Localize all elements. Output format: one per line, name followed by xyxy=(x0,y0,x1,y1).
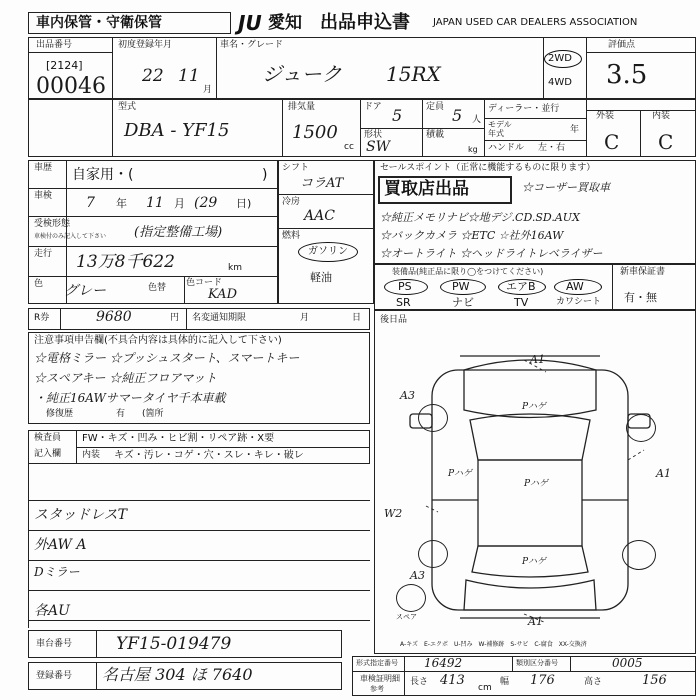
inspect-year: 7 xyxy=(86,195,95,211)
lot-label: 出品番号 xyxy=(36,40,73,50)
inspector-label1: 検査員 xyxy=(34,433,62,443)
model-label: 車名・グレード xyxy=(220,40,284,50)
mark-trunk-p: Pハゲ xyxy=(522,557,547,567)
mileage-label: 走行 xyxy=(34,249,53,259)
sales-line4: ☆オートライト ☆ヘッドライトレベライザー xyxy=(380,247,603,260)
model-name: ジューク xyxy=(262,62,342,86)
disp-unit: cc xyxy=(344,142,354,152)
inspector-comment2: 外AW A xyxy=(34,537,87,553)
recv-label: 受検形態 xyxy=(34,219,71,229)
int-label: 内装 xyxy=(652,111,671,121)
height-label: 高さ xyxy=(584,677,603,687)
right-damage-line xyxy=(628,450,644,460)
notes-line4b: 有 xyxy=(116,409,126,419)
reg-month: 11 xyxy=(178,66,200,86)
page-title: 出品申込書 xyxy=(320,12,410,33)
spare-tire xyxy=(396,584,426,612)
drive-2wd: 2WD xyxy=(548,53,572,64)
height-value: 156 xyxy=(642,673,667,688)
length-value: 413 xyxy=(440,673,465,688)
new-warranty-label: 新車保証書 xyxy=(620,267,666,277)
equip-navi: ナビ xyxy=(452,296,474,309)
seat-unit: 人 xyxy=(472,115,482,125)
chassis-label: 車台番号 xyxy=(36,639,73,649)
ju-logo: JU xyxy=(238,11,262,35)
disp-label: 排気量 xyxy=(288,102,316,112)
mark-rear-a3: A3 xyxy=(410,569,425,582)
spec-value1b: 0005 xyxy=(612,656,643,670)
diagram-legend: A-キズ E-エクボ U-凹み W-補修跡 S-サビ C-腐食 XX-交換済 xyxy=(400,641,587,648)
equip-seat: カワシート xyxy=(556,297,602,307)
association-name: JAPAN USED CAR DEALERS ASSOCIATION xyxy=(433,17,638,28)
equip-ps: PS xyxy=(398,280,412,293)
equip-tv: TV xyxy=(514,296,529,309)
mark-left-w2: W2 xyxy=(384,507,403,520)
shape-label: 形状 xyxy=(364,130,383,140)
car-windshield-outline xyxy=(470,414,590,460)
score-value: 3.5 xyxy=(606,60,648,90)
score-label: 評価点 xyxy=(608,40,636,50)
name-change-label: 名変通知期限 xyxy=(192,313,247,323)
mark-right-a1: A1 xyxy=(656,467,671,480)
grade: 15RX xyxy=(386,62,441,86)
inspector-comment4: 各AU xyxy=(34,603,70,619)
type-label: 型式 xyxy=(118,102,137,112)
storage-label: 車内保管・守衛保管 xyxy=(36,15,162,31)
chassis-value: YF15-019479 xyxy=(116,634,232,654)
int-value: C xyxy=(658,130,674,154)
history-paren: ) xyxy=(262,167,268,183)
handle-value: 左・右 xyxy=(538,143,566,153)
equip-pw: PW xyxy=(452,280,470,293)
inspector-comment1: スタッドレスT xyxy=(34,507,127,523)
mark-roof-p: Pハゲ xyxy=(524,479,549,489)
inspector-row2: キズ・汚レ・コゲ・穴・スレ・キレ・破レ xyxy=(114,450,304,461)
length-unit: cm xyxy=(478,683,492,693)
type-value: DBA - YF15 xyxy=(124,120,230,141)
notes-line4c: (箇所 xyxy=(142,409,164,419)
disp-value: 1500 xyxy=(292,122,338,143)
reg-plate-label: 登録番号 xyxy=(36,671,73,681)
inspector-label2: 記入欄 xyxy=(34,449,62,459)
color-code: KAD xyxy=(208,287,237,302)
reg-plate-value: 名古屋 304 ほ 7640 xyxy=(102,665,253,684)
ac-value: AAC xyxy=(304,208,335,224)
history-value: 自家用・( xyxy=(72,167,134,183)
dims-label: 車検証明細 xyxy=(360,674,400,683)
mark-rear-a1: A1 xyxy=(528,615,543,628)
inspector-row2-label: 内装 xyxy=(82,450,101,460)
inspector-row1: FW・キズ・凹み・ヒビ割・リペア跡・X要 xyxy=(82,433,275,444)
width-value: 176 xyxy=(530,673,555,688)
shape-value: SW xyxy=(366,139,390,155)
recv-value: (指定整備工場) xyxy=(134,225,223,240)
inspect-day: (29 xyxy=(194,195,218,211)
spec-label1b: 類別区分番号 xyxy=(516,659,558,667)
wheel-front-left xyxy=(418,404,448,432)
spec-label1: 形式指定番号 xyxy=(356,659,398,667)
mark-front-a1: A1 xyxy=(530,353,545,366)
fuel-label: 燃料 xyxy=(282,231,301,241)
shift-value: コラAT xyxy=(300,176,344,191)
inspect-month-unit: 月 xyxy=(174,197,185,210)
back-label: 後日品 xyxy=(380,315,408,325)
lot-small: [2124] xyxy=(46,59,83,72)
mileage-value: 13万8千622 xyxy=(76,252,175,272)
notes-line1: ☆電格ミラー ☆プッシュスタート、スマートキー xyxy=(34,351,300,365)
notes-line3: ・純正16AWサマータイヤ千本車載 xyxy=(34,391,226,405)
recycle-value: 9680 xyxy=(96,309,132,325)
dealer-label: ディーラー・並行 xyxy=(488,104,560,114)
ext-label: 外装 xyxy=(596,111,615,121)
wheel-rear-left xyxy=(418,540,448,568)
notes-line2: ☆スペアキー ☆純正フロアマット xyxy=(34,371,217,385)
inspect-label: 車検 xyxy=(34,191,53,201)
equipment-label: 装備品(純正品に限り◯をつけてください) xyxy=(392,267,544,276)
color-label: 色 xyxy=(34,279,44,289)
equip-sr: SR xyxy=(396,296,411,309)
model-year-unit: 年 xyxy=(570,125,580,135)
seat-value: 5 xyxy=(452,106,463,125)
handle-label: ハンドル xyxy=(488,143,525,153)
name-change-day: 日 xyxy=(352,313,362,323)
ac-label: 冷房 xyxy=(282,197,301,207)
door-label: ドア xyxy=(364,102,382,112)
mileage-unit: km xyxy=(228,263,242,273)
mark-front-a3: A3 xyxy=(400,389,415,402)
door-value: 5 xyxy=(392,106,403,125)
car-roof-outline xyxy=(478,460,582,546)
load-unit: kg xyxy=(468,145,478,154)
color-value: グレー xyxy=(64,283,106,299)
inspect-day-unit: 日) xyxy=(236,197,252,210)
dims-label2: 参考 xyxy=(370,685,384,693)
history-label: 車歴 xyxy=(34,163,53,173)
sales-line2: ☆純正メモリナビ☆地デジ.CD.SD.AUX xyxy=(380,211,580,224)
color-no-label: 色替 xyxy=(148,283,167,293)
car-trunk-outline xyxy=(464,580,596,610)
reg-month-unit: 月 xyxy=(203,85,213,95)
model-year-label1: モデル xyxy=(488,120,512,129)
notes-line4: 修復歴 xyxy=(46,409,74,419)
wheel-rear-right xyxy=(622,540,656,570)
notes-header: 注意事項申告欄(不具合内容は具体的に記入して下さい) xyxy=(34,335,282,346)
equip-airbag: エアB xyxy=(506,280,536,293)
lot-number: 00046 xyxy=(36,74,106,99)
length-label: 長さ xyxy=(410,677,429,687)
seat-label: 定員 xyxy=(426,102,445,112)
spare-label: スペア xyxy=(396,613,417,621)
equip-aw: AW xyxy=(566,280,584,293)
new-warranty-value: 有・無 xyxy=(624,291,657,304)
name-change-month: 月 xyxy=(300,313,310,323)
recycle-unit: 円 xyxy=(170,313,180,323)
width-label: 幅 xyxy=(500,677,510,687)
ext-value: C xyxy=(604,130,620,154)
inspect-year-unit: 年 xyxy=(116,197,127,210)
shift-label: シフト xyxy=(282,163,310,173)
load-label: 積載 xyxy=(426,130,445,140)
buy-box-label: 買取店出品 xyxy=(384,179,469,199)
title-pref: 愛知 xyxy=(268,13,302,33)
sales-line1: ☆コーザー買取車 xyxy=(522,181,610,194)
mark-left-p: Pハゲ xyxy=(448,469,473,479)
recycle-label: R券 xyxy=(34,313,50,323)
model-year-label2: 年式 xyxy=(488,129,504,138)
fuel-alt: 軽油 xyxy=(310,271,332,284)
wheel-front-right xyxy=(626,414,656,442)
sales-label: セールスポイント（正常に機能するものに限ります） xyxy=(380,163,596,173)
recv-sub: 車検付のみ記入して下さい xyxy=(34,233,107,240)
inspector-comment3: Dミラー xyxy=(34,565,80,579)
fuel-value: ガソリン xyxy=(308,246,348,257)
reg-year: 22 xyxy=(142,66,164,86)
color-code-label: 色コード xyxy=(186,278,223,288)
drive-4wd: 4WD xyxy=(548,77,572,88)
inspect-month: 11 xyxy=(146,195,164,211)
spec-value1: 16492 xyxy=(424,656,463,670)
sales-line3: ☆バックカメラ ☆ETC ☆社外16AW xyxy=(380,229,564,242)
reg-label: 初度登録年月 xyxy=(118,40,173,50)
mark-hood-p: Pハゲ xyxy=(522,402,547,412)
